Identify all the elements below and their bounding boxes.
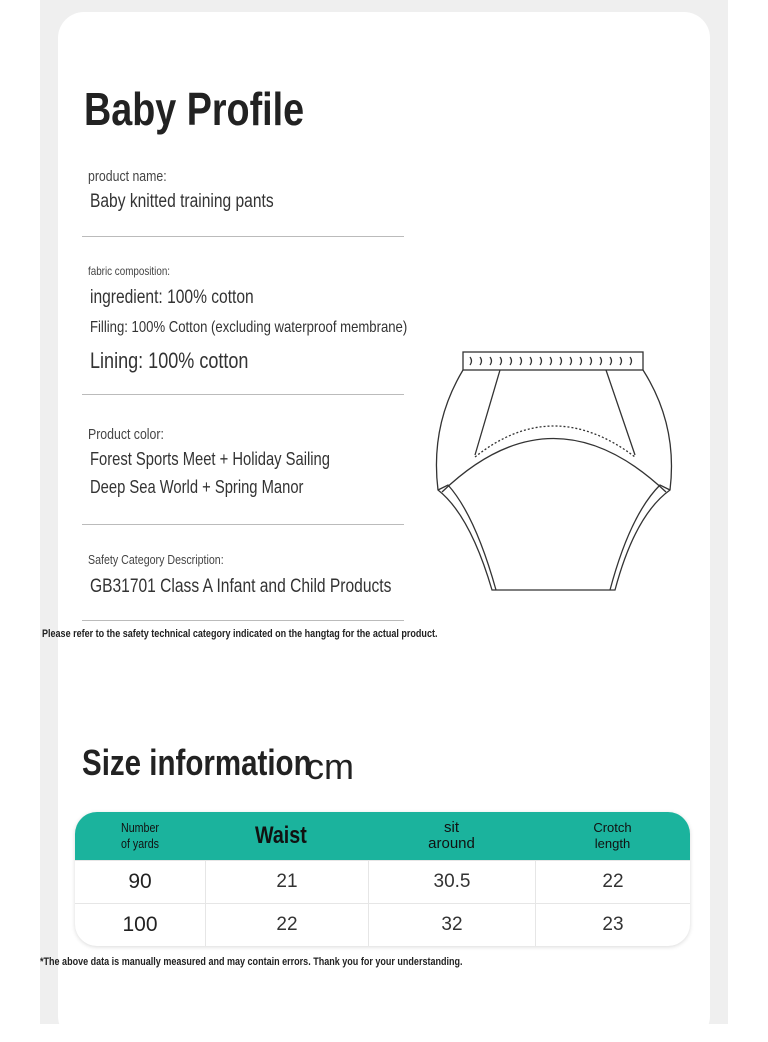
training-pants-illustration [430,345,680,595]
profile-title: Baby Profile [84,83,305,135]
cell: 100 [75,903,205,946]
safety-note: Please refer to the safety technical category indicated on the hangtag for the actual product. [42,628,438,640]
product-name-label: product name: [88,168,167,185]
divider [82,394,404,395]
cell: 90 [75,860,205,903]
cell: 21 [205,860,368,903]
cell: 22 [205,903,368,946]
table-header [75,812,690,860]
table-row [75,903,690,946]
cell: 22 [535,860,690,903]
lining: Lining: 100% cotton [90,348,249,373]
header-waist: Waist [205,812,368,860]
fabric-label: fabric composition: [88,264,171,278]
size-unit: cm [306,746,354,787]
header-sit-around: sit around [368,812,535,860]
cell: 30.5 [368,860,535,903]
color-option-1: Forest Sports Meet + Holiday Sailing [90,449,330,469]
size-title: Size information [82,742,312,783]
header-yards: Number of yards [75,812,205,860]
header-crotch-length: Crotch length [535,812,690,860]
color-option-2: Deep Sea World + Spring Manor [90,477,304,497]
measurement-note: *The above data is manually measured and may contain errors. Thank you for your understanding. [40,956,463,968]
cell: 23 [535,903,690,946]
divider [82,620,404,621]
divider [82,524,404,525]
safety-label: Safety Category Description: [88,552,224,567]
divider [82,236,404,237]
product-name: Baby knitted training pants [90,191,274,212]
size-table [75,812,690,946]
table-row [75,860,690,903]
cell: 32 [368,903,535,946]
ingredient: ingredient: 100% cotton [90,287,254,308]
color-label: Product color: [88,426,164,443]
filling: Filling: 100% Cotton (excluding waterproof membrane) [90,319,408,336]
safety-category: GB31701 Class A Infant and Child Products [90,576,392,597]
